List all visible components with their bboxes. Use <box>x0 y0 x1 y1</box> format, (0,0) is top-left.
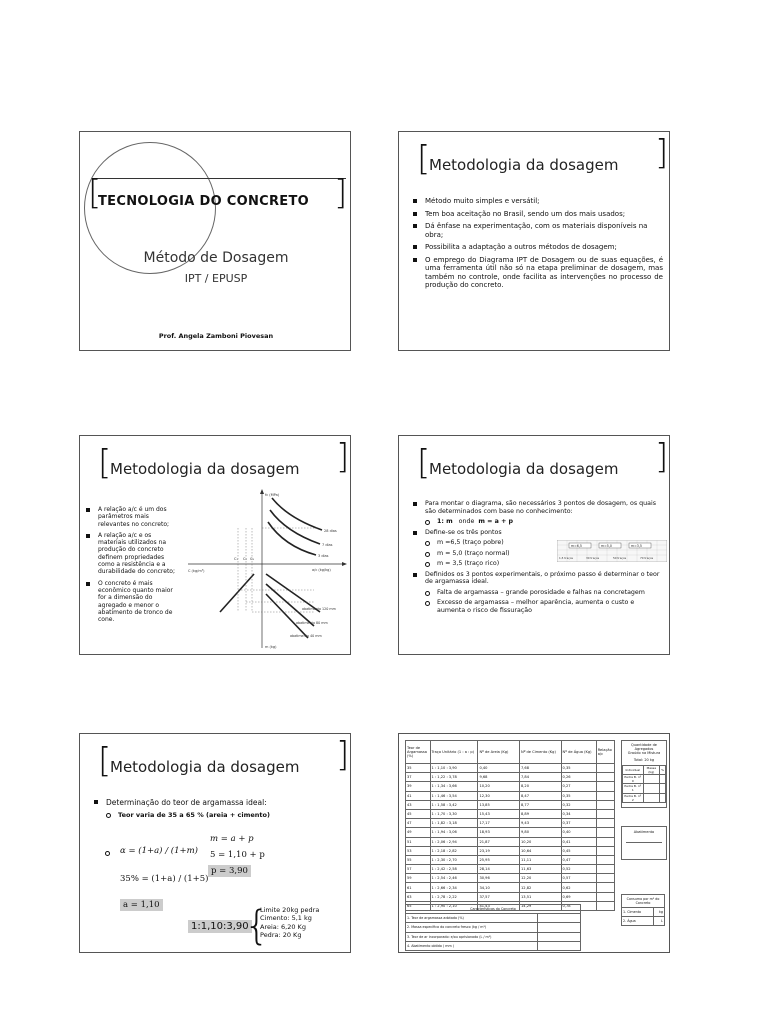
title-left-bracket: [ <box>417 443 431 483</box>
table-row <box>406 883 615 892</box>
bullet-list <box>94 798 344 823</box>
equation-a: a = 1,10 <box>120 899 163 911</box>
table-cell: 0,26 <box>561 773 596 782</box>
slide-4 <box>398 435 670 655</box>
table-row <box>406 819 615 828</box>
char-row: 1. Teor de argamassa adotado (%) <box>406 914 538 923</box>
bullet-item: Determinação do teor de argamassa ideal: <box>94 798 344 807</box>
table-cell: 41 <box>406 791 431 800</box>
bullet-item: Define-se os três pontos <box>413 529 663 537</box>
limit-line: Limite 20kg pedra <box>260 906 320 914</box>
point-label-c1: C₁ <box>234 557 238 561</box>
table-cell: 8,47 <box>520 791 562 800</box>
box-agregados-total: Total: 20 kg <box>633 758 655 762</box>
box-row: Pedra B. nº 1 <box>624 784 642 793</box>
scale-label: m=5,0 <box>601 544 612 548</box>
table-cell: 0,37 <box>561 819 596 828</box>
table-cell: 0,32 <box>561 800 596 809</box>
box-agregados-title: Quantidade de Agregados <box>631 743 657 751</box>
title-right-bracket: ] <box>334 173 348 213</box>
bullet-item: O concreto é mais econômico quanto maior for a dimensão do agregado e menor o abatimento de tronco de cone. <box>86 580 180 624</box>
table-cell-empty <box>596 892 614 901</box>
table-cell: 1 : 1,10 : 3,90 <box>430 764 478 773</box>
bullet-item: Possibilita a adaptação a outros métodos de dosagem; <box>413 243 663 252</box>
table-cell: 37,57 <box>478 892 520 901</box>
char-title: Características do Concreto <box>406 905 581 914</box>
table-cell: 11,11 <box>520 855 562 864</box>
table-cell-empty <box>596 809 614 818</box>
title-right-bracket: ] <box>655 133 669 173</box>
bullet-item: A relação a/c é um dos parâmetros mais relevantes no concreto; <box>86 506 180 528</box>
formula-item <box>413 518 663 526</box>
header-relacao: Relação a/c <box>596 741 614 764</box>
scale-label: m=3,5 <box>631 544 642 548</box>
table-cell-empty <box>596 764 614 773</box>
table-cell-empty <box>596 865 614 874</box>
trace-value: 1:1,10:3,90 <box>188 920 252 933</box>
slide-1 <box>79 131 351 351</box>
scale-tick: 1,5 traços <box>559 556 574 560</box>
sub-item: Falta de argamassa – grande porosidade e falhas na concretagem <box>413 589 663 597</box>
sub-item: Excesso de argamassa – melhor aparência, aumenta o custo e aumenta o risco de fissuração <box>413 599 663 614</box>
title-top-line <box>92 178 346 179</box>
bullet-list <box>86 506 180 627</box>
presentation-title: TECNOLOGIA DO CONCRETO <box>98 194 309 209</box>
char-row: 2. Massa específica do concreto fresco (kg / m³) <box>406 923 538 932</box>
box-row: Pedra B. nº 2 <box>624 793 642 802</box>
table-cell-empty <box>596 782 614 791</box>
characteristics-table <box>405 904 581 951</box>
table-cell: 1 : 2,18 : 2,82 <box>430 846 478 855</box>
curve-label-120: abatimento 120 mm <box>302 607 336 611</box>
table-cell: 41,43 <box>478 901 520 910</box>
table-cell: 8,89 <box>520 809 562 818</box>
table-cell: 12,30 <box>478 791 520 800</box>
point-item: m = 5,0 (traço normal) <box>413 550 663 558</box>
table-cell: 14,29 <box>520 901 562 910</box>
slide-title: Metodologia da dosagem <box>110 758 300 776</box>
table-row <box>406 865 615 874</box>
formula-def: m = a + p <box>478 518 514 525</box>
table-cell: 28,14 <box>478 865 520 874</box>
box-agregados-table <box>622 765 666 803</box>
slide-title: Metodologia da dosagem <box>110 460 300 478</box>
slide-3 <box>79 435 351 655</box>
table-cell: 1 : 1,46 : 3,54 <box>430 791 478 800</box>
curve-label-28: 28 dias <box>324 529 337 533</box>
table-cell: 13,85 <box>478 800 520 809</box>
table-cell-empty <box>596 883 614 892</box>
table-body <box>406 764 615 911</box>
title-right-bracket: ] <box>336 735 350 775</box>
equation-alpha: α = (1+a) / (1+m) <box>120 846 198 856</box>
table-cell-empty <box>596 791 614 800</box>
table-cell: 1 : 2,42 : 2,58 <box>430 865 478 874</box>
limit-line: Pedra: 20 Kg <box>260 930 302 939</box>
box-head: Individual <box>623 766 644 775</box>
table-cell: 47 <box>406 819 431 828</box>
table-row <box>406 837 615 846</box>
abatimento-line <box>626 842 662 843</box>
scale-tick: 50 traços <box>613 556 627 560</box>
bullet-item: Tem boa aceitação no Brasil, sendo um dos mais usados; <box>413 210 663 219</box>
table-cell: 1 : 2,90 : 2,10 <box>430 901 478 910</box>
bullet-item: Definidos os 3 pontos experimentais, o próximo passo é determinar o teor de argamassa ideal. <box>413 571 663 586</box>
slide-2 <box>398 131 670 351</box>
table-row <box>406 874 615 883</box>
table-cell: 8,77 <box>520 800 562 809</box>
table-cell: 0,69 <box>561 892 596 901</box>
table-cell: 8,20 <box>520 782 562 791</box>
header-traco: Traço Unitário (1 : a : p) <box>430 741 478 764</box>
bullet-item: O emprego do Diagrama IPT de Dosagem ou de suas equações, é uma ferramenta útil não só na etapa preliminar de dosagem, mas também no controle, onde facilita as intervenções no processo de produção do concreto. <box>413 256 663 290</box>
table-cell: 12,20 <box>520 874 562 883</box>
dosage-table <box>405 740 615 911</box>
presentation-author: Prof. Angela Zamboni Piovesan <box>158 332 274 340</box>
box-row: Pedra B. nº 0 <box>624 775 642 784</box>
curve-label-80: abatimento 80 mm <box>296 621 328 625</box>
box-agregados-sub: Graúdo na Mistura <box>627 751 661 755</box>
cons-row: 2. Água <box>622 917 654 926</box>
point-item: m =6,5 (traço pobre) <box>413 539 663 547</box>
consumption-table <box>621 894 665 926</box>
table-cell: 10,20 <box>478 782 520 791</box>
table-row <box>406 773 615 782</box>
equation-35: 35% = (1+a) / (1+5) <box>120 874 209 884</box>
box-head: Massa (kg) <box>643 766 660 775</box>
slide-title: Metodologia da dosagem <box>429 156 619 174</box>
table-cell: 1 : 1,22 : 3,78 <box>430 773 478 782</box>
table-cell-empty <box>596 828 614 837</box>
limit-brace: { <box>244 903 270 949</box>
table-row <box>406 800 615 809</box>
scale-tick: 70 traços <box>640 556 654 560</box>
table-cell: 0,52 <box>561 865 596 874</box>
point-label-c2: C₂ <box>243 557 247 561</box>
header-teor: Teor de Argamassa (%) <box>406 741 431 764</box>
presentation-subtitle: Método de Dosagem <box>143 250 289 266</box>
table-cell: 0,35 <box>561 791 596 800</box>
table-cell: 59 <box>406 874 431 883</box>
table-cell-empty <box>596 846 614 855</box>
table-cell: 51 <box>406 837 431 846</box>
table-cell: 0,57 <box>561 874 596 883</box>
table-cell-empty <box>596 874 614 883</box>
table-cell: 7,68 <box>520 764 562 773</box>
cons-unit: kg <box>653 908 664 917</box>
table-cell-empty <box>596 901 614 910</box>
table-cell: 49 <box>406 828 431 837</box>
box-abatimento-title: Abatimento <box>633 830 655 834</box>
table-cell: 11,63 <box>520 865 562 874</box>
formula-label: 1: m <box>437 518 453 525</box>
table-cell: 12,82 <box>520 883 562 892</box>
dosage-diagram <box>184 488 350 652</box>
table-cell: 0,78 <box>561 901 596 910</box>
table-cell: 43 <box>406 800 431 809</box>
title-left-bracket: [ <box>98 443 112 483</box>
table-cell: 9,68 <box>478 773 520 782</box>
equation-m: m = a + p <box>210 834 254 844</box>
table-cell: 23,19 <box>478 846 520 855</box>
table-cell-empty <box>596 773 614 782</box>
limit-list <box>260 906 319 939</box>
table-cell: 0,40 <box>478 764 520 773</box>
trace-scale-figure <box>557 540 667 562</box>
header-areia: Nº de Areia (Kg) <box>478 741 520 764</box>
table-cell: 0,45 <box>561 846 596 855</box>
presentation-org: IPT / EPUSP <box>184 272 248 285</box>
table-cell: 15,43 <box>478 809 520 818</box>
slide-6 <box>398 733 670 953</box>
table-cell: 1 : 1,70 : 3,30 <box>430 809 478 818</box>
table-cell: 0,62 <box>561 883 596 892</box>
box-head: % <box>660 766 666 775</box>
slide-5 <box>79 733 351 953</box>
table-cell: 37 <box>406 773 431 782</box>
table-cell: 61 <box>406 883 431 892</box>
char-row: 3. Teor de ar incorporado: e/ou aprisionado (L / m³) <box>406 932 538 941</box>
formula-where: onde <box>458 518 475 525</box>
curve-label-3: 3 dias <box>318 554 329 558</box>
table-cell: 1 : 2,78 : 2,22 <box>430 892 478 901</box>
table-cell: 34,10 <box>478 883 520 892</box>
equation-5: 5 = 1,10 + p <box>210 850 265 860</box>
axis-label-ac: a/c (kg/kg) <box>312 568 331 572</box>
table-cell: 9,43 <box>520 819 562 828</box>
point-label-c3: C₃ <box>250 557 254 561</box>
bullet-item: Para montar o diagrama, são necessários 3 pontos de dosagem, os quais são determinados com base no conhecimento: <box>413 500 663 515</box>
table-cell: 13,51 <box>520 892 562 901</box>
table-cell: 17,17 <box>478 819 520 828</box>
table-row <box>406 791 615 800</box>
table-row <box>406 892 615 901</box>
table-cell: 63 <box>406 892 431 901</box>
table-cell-empty <box>596 800 614 809</box>
curve-label-7: 7 dias <box>322 543 333 547</box>
limit-line: Cimento: 5,1 kg <box>260 914 312 923</box>
table-cell: 10,64 <box>520 846 562 855</box>
table-cell: 9,80 <box>520 828 562 837</box>
char-row: 4. Abatimento obtido ( mm ) <box>406 941 538 950</box>
table-row <box>406 782 615 791</box>
cons-unit: L <box>653 917 664 926</box>
equation-p: p = 3,90 <box>208 865 251 877</box>
bullet-list <box>413 197 663 294</box>
table-cell: 7,84 <box>520 773 562 782</box>
point-item: m = 3,5 (traço rico) <box>413 560 663 568</box>
table-cell: 0,34 <box>561 809 596 818</box>
box-agregados <box>621 740 667 808</box>
title-left-bracket: [ <box>417 139 431 179</box>
table-cell: 1 : 1,58 : 3,42 <box>430 800 478 809</box>
cons-row: 1. Cimento <box>622 908 654 917</box>
axis-label-fc: fc (MPa) <box>265 493 280 497</box>
limit-line: Areia: 6,20 Kg <box>260 922 306 931</box>
table-cell: 0,47 <box>561 855 596 864</box>
table-cell: 0,41 <box>561 837 596 846</box>
bullet-circle <box>105 851 110 856</box>
table-cell: 1 : 1,34 : 3,66 <box>430 782 478 791</box>
table-cell: 53 <box>406 846 431 855</box>
table-row <box>406 846 615 855</box>
table-cell: 55 <box>406 855 431 864</box>
bullet-item: A relação a/c e os materiais utilizados na produção do concreto definem propriedades como a resistência e a durabilidade do concreto; <box>86 532 180 576</box>
table-cell: 0,27 <box>561 782 596 791</box>
axis-label-c: C (kg/m³) <box>188 569 205 573</box>
scale-tick: 30 traços <box>586 556 600 560</box>
table-cell: 1 : 1,94 : 3,06 <box>430 828 478 837</box>
table-cell-empty <box>596 819 614 828</box>
header-agua: Nº de Água (Kg) <box>561 741 596 764</box>
bullet-item: Método muito simples e versátil; <box>413 197 663 206</box>
table-cell: 65 <box>406 901 431 910</box>
table-cell: 1 : 2,54 : 2,46 <box>430 874 478 883</box>
table-cell: 45 <box>406 809 431 818</box>
table-cell: 1 : 2,06 : 2,94 <box>430 837 478 846</box>
table-cell: 1 : 2,30 : 2,70 <box>430 855 478 864</box>
table-cell: 0,35 <box>561 764 596 773</box>
table-row <box>406 828 615 837</box>
table-cell-empty <box>596 855 614 864</box>
table-cell-empty <box>596 837 614 846</box>
cons-title: Consumo por m³ do Concreto <box>622 895 665 908</box>
table-cell: 30,96 <box>478 874 520 883</box>
bullet-item: Dá ênfase na experimentação, com os materiais disponíveis na obra; <box>413 222 663 239</box>
title-left-bracket: [ <box>88 173 102 213</box>
title-left-bracket: [ <box>98 741 112 781</box>
table-cell: 10,20 <box>520 837 562 846</box>
title-right-bracket: ] <box>655 437 669 477</box>
table-cell: 18,93 <box>478 828 520 837</box>
table-cell: 57 <box>406 865 431 874</box>
table-row <box>406 809 615 818</box>
table-cell: 25,95 <box>478 855 520 864</box>
box-abatimento <box>621 826 667 860</box>
title-right-bracket: ] <box>336 437 350 477</box>
slide-title: Metodologia da dosagem <box>429 460 619 478</box>
sub-item: Teor varia de 35 a 65 % (areia + cimento) <box>94 811 344 820</box>
table-cell: 35 <box>406 764 431 773</box>
table-row <box>406 855 615 864</box>
table-cell: 0,40 <box>561 828 596 837</box>
curve-label-40: abatimento 40 mm <box>290 634 322 638</box>
scale-label: m=6,5 <box>571 544 582 548</box>
table-row <box>406 764 615 773</box>
table-cell: 1 : 1,82 : 3,18 <box>430 819 478 828</box>
table-cell: 39 <box>406 782 431 791</box>
header-cimento: Nº de Cimento (Kg) <box>520 741 562 764</box>
table-cell: 1 : 2,66 : 2,34 <box>430 883 478 892</box>
table-cell: 21,87 <box>478 837 520 846</box>
axis-label-m: m (kg) <box>265 645 277 649</box>
